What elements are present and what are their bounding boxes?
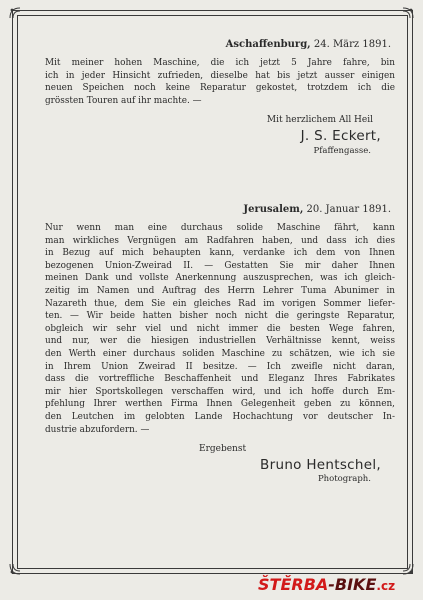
letter-city: Aschaffenburg, (225, 39, 311, 50)
body-line: den Werth einer durchaus soliden Maschine zu schätzen, wie ich sie (45, 348, 395, 359)
letter-greeting: Mit herzlichem All Heil (266, 115, 373, 126)
corner-ornament-icon (8, 562, 22, 576)
body-line: in Bezug auf mich behaupten kann, verdanke ich dem von Ihnen (45, 248, 395, 259)
body-line: mir hier Sportskollegen verschaffen wird, und ich hoffe durch Em- (45, 386, 395, 397)
body-line: und nur, wer die hiesigen industriellen Verhältnisse kennt, weiss (45, 336, 395, 347)
letter-dateline (29, 203, 395, 216)
body-line: obgleich wir sehr viel und nicht immer die besten Wege fahren, (45, 323, 395, 334)
watermark-brand-suffix: -BIKE (328, 575, 377, 594)
body-line: ten. — Wir beide hatten bisher noch nicht die geringste Reparatur, (45, 311, 395, 322)
watermark-domain: .cz (376, 579, 396, 593)
body-line: Nur wenn man eine durchaus solide Maschine fährt, kann (45, 223, 395, 233)
letter-date: 24. März 1891. (313, 39, 391, 50)
body-line: pfehlung Ihrer werthen Firma Ihnen Gelegenheit geben zu können, (45, 399, 395, 410)
body-line: dass die vortreffliche Beschaffenheit und Eleganz Ihres Fabrikates (45, 374, 395, 385)
letter-dateline (29, 38, 395, 51)
body-line: Mit meiner hohen Maschine, die ich jetzt 5 Jahre fahre, bin (45, 58, 395, 68)
body-line: den Leutchen im gelobten Lande Hochachtung vor deutscher In- (45, 411, 395, 422)
body-line: in Ihrem Union Zweirad II besitze. — Ich zweifle nicht daran, (45, 361, 395, 372)
body-line: man wirkliches Vergnügen am Radfahren haben, und dass ich dies (45, 235, 395, 246)
letter-body (29, 57, 395, 107)
body-line: Nazareth thue, dem Sie ein gleiches Rad im vorigen Sommer liefer- (45, 298, 395, 309)
letter-eckert (29, 38, 395, 157)
body-line: ich in jeder Hinsicht zufrieden, dieselbe hat bis jetzt ausser einigen (45, 70, 395, 81)
letter-signature-subline: Photograph. (317, 474, 371, 485)
letter-body (29, 222, 395, 436)
letter-city: Jerusalem, (243, 204, 304, 215)
letter-signature: Bruno Hentschel, (260, 456, 381, 473)
watermark-brand: ŠTĚRBA (258, 575, 329, 594)
corner-ornament-icon (8, 6, 22, 20)
body-line: meinen Dank und vollste Anerkennung auszusprechen, was ich gleich- (45, 273, 395, 284)
letter-signature: J. S. Eckert, (300, 127, 381, 144)
letter-signature-subline: Pfaffengasse. (313, 145, 371, 156)
letter-greeting: Ergebenst (199, 444, 247, 455)
body-line: zeitig im Namen und Auftrag des Herrn Lehrer Tuma Abunimer in (45, 285, 395, 296)
body-line: neuen Speichen noch keine Reparatur gekostet, trotzdem ich die (45, 83, 395, 94)
corner-ornament-icon (401, 6, 415, 20)
body-line: bezogenen Union-Zweirad II. — Gestatten Sie mir daher Ihnen (45, 260, 395, 271)
letter-date: 20. Januar 1891. (306, 204, 391, 215)
body-line: dustrie abzufordern. — (45, 424, 150, 435)
site-watermark (258, 574, 418, 596)
letter-hentschel (29, 203, 395, 486)
body-line: grössten Touren auf ihr machte. — (45, 95, 202, 106)
